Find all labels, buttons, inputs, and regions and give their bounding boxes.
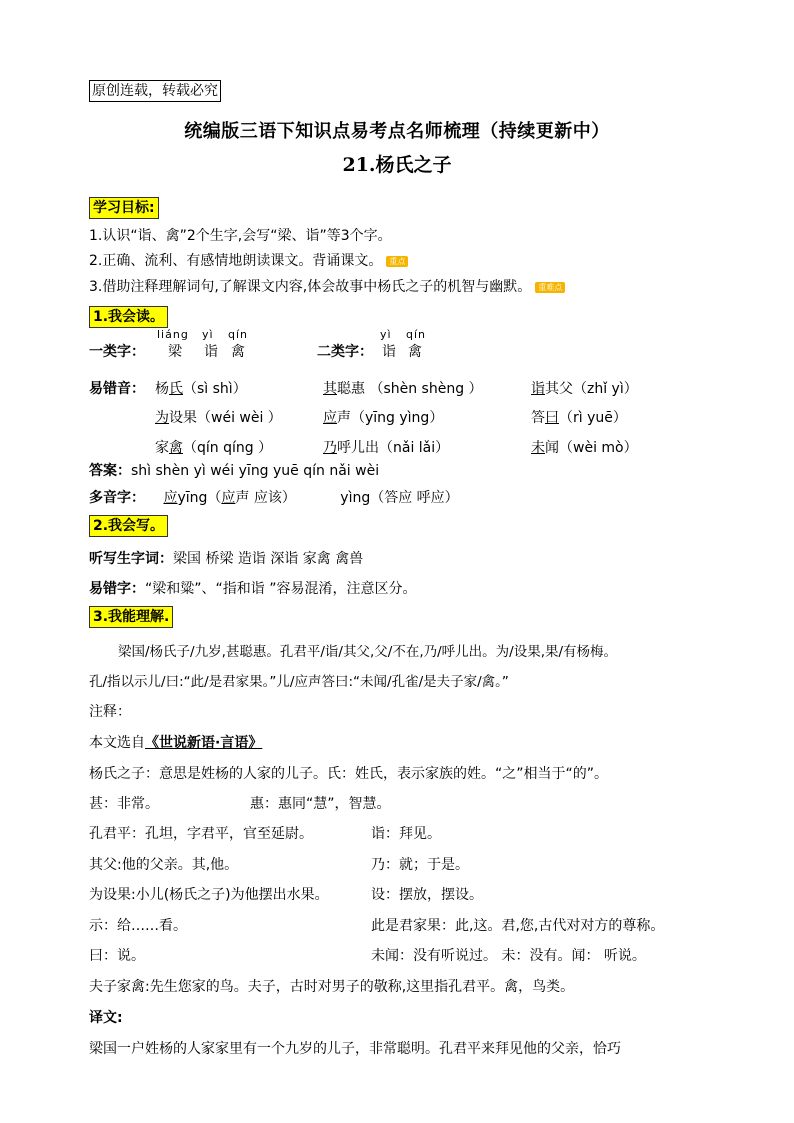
goal-item-2 bbox=[89, 250, 408, 270]
type2-pinyin-1: yì bbox=[380, 328, 392, 341]
page-title: 统编版三语下知识点易考点名师梳理（持续更新中） bbox=[184, 121, 610, 142]
confuse-line: 易错字：“梁和粱”、“指和诣 ”容易混淆，注意区分。 bbox=[89, 581, 417, 597]
polyphone-line: 多音字： 应yīng（应声 应该） yìng（答应 呼应） bbox=[89, 490, 459, 506]
text-line-1: 梁国/杨氏子/九岁,甚聪惠。孔君平/诣/其父,父/不在,乃/呼儿出。为/设果,果/有杨梅。 bbox=[118, 644, 618, 660]
type1-char-2: 诣 bbox=[204, 344, 218, 360]
note-4-right: 设：摆放，摆设。 bbox=[371, 887, 483, 903]
difficult-point-tag: 重难点 bbox=[535, 282, 565, 293]
note-5-right: 此是君家果：此,这。君,您,古代对对方的尊称。 bbox=[371, 918, 665, 934]
copyright-notice: 原创连载，转载必究 bbox=[89, 80, 221, 102]
note-1-left: 甚：非常。 bbox=[89, 796, 159, 812]
source-title: 《世说新语·言语》 bbox=[145, 735, 263, 751]
mistake-1-3: 诣其父（zhǐ yì） bbox=[531, 381, 638, 397]
type1-pinyin-2: yì bbox=[202, 328, 214, 341]
note-6-left: 曰：说。 bbox=[89, 948, 145, 964]
notes-label: 注释： bbox=[89, 704, 131, 720]
note-5-left: 示：给……看。 bbox=[89, 918, 187, 934]
note-2-left: 孔君平：孔坦，字君平，官至延尉。 bbox=[89, 826, 313, 842]
type2-pinyin-2: qín bbox=[406, 328, 427, 341]
mistake-1-1: 杨氏（sì shì） bbox=[155, 381, 247, 397]
type2-label: 二类字： bbox=[317, 344, 373, 360]
mistake-1-2: 其聪惠 （shèn shèng ） bbox=[323, 381, 483, 397]
read-heading: 1.我会读。 bbox=[89, 306, 168, 328]
goal-item-2-text: 2.正确、流利、有感情地朗读课文。背诵课文。 bbox=[89, 253, 383, 269]
type1-char-3: 禽 bbox=[231, 344, 245, 360]
dictation-line: 听写生字词：梁国 桥梁 造诣 深诣 家禽 禽兽 bbox=[89, 551, 364, 567]
note-0-left: 杨氏之子：意思是姓杨的人家的儿子。氏：姓氏，表示家族的姓。“之”相当于“的”。 bbox=[89, 766, 609, 782]
mistake-2-1: 为设果（wéi wèi ） bbox=[155, 410, 282, 426]
mistake-2-2: 应声（yīng yìng） bbox=[323, 410, 444, 426]
lesson-title: 21.杨氏之子 bbox=[342, 154, 452, 176]
note-3-left: 其父:他的父亲。其,他。 bbox=[89, 857, 239, 873]
text-line-2: 孔/指以示儿/曰:“此/是君家果。”儿/应声答曰:“未闻/孔雀/是夫子家/禽。” bbox=[89, 674, 509, 690]
goals-heading: 学习目标: bbox=[89, 197, 159, 219]
mistake-label: 易错音： bbox=[89, 381, 145, 397]
write-heading: 2.我会写。 bbox=[89, 515, 168, 537]
type1-pinyin-3: qín bbox=[228, 328, 249, 341]
translation-label: 译文: bbox=[89, 1010, 123, 1026]
answer-line: 答案：shì shèn yì wéi yīng yuē qín nǎi wèi bbox=[89, 463, 380, 479]
goal-item-1: 1.认识“诣、禽”2个生字,会写“梁、诣”等3个字。 bbox=[89, 228, 392, 244]
type1-pinyin-1: liáng bbox=[157, 328, 189, 341]
mistake-3-3: 未闻（wèi mò） bbox=[531, 440, 638, 456]
mistake-3-1: 家禽（qín qíng ） bbox=[155, 440, 273, 456]
mistake-2-3: 答曰（rì yuē） bbox=[531, 410, 627, 426]
understand-heading: 3.我能理解. bbox=[89, 606, 173, 628]
goal-item-3-text: 3.借助注释理解词句,了解课文内容,体会故事中杨氏之子的机智与幽默。 bbox=[89, 279, 532, 295]
poly-label: 多音字： bbox=[89, 490, 145, 506]
note-1-right: 惠：惠同“慧”，智慧。 bbox=[250, 796, 391, 812]
goal-item-3 bbox=[89, 276, 565, 296]
translation-text: 梁国一户姓杨的人家家里有一个九岁的儿子，非常聪明。孔君平来拜见他的父亲，恰巧 bbox=[89, 1041, 621, 1057]
type2-char-2: 禽 bbox=[408, 344, 422, 360]
mistake-3-2: 乃呼儿出（nǎi lǎi） bbox=[323, 440, 450, 456]
poly-reading-2: yìng（答应 呼应） bbox=[340, 490, 459, 506]
key-point-tag: 重点 bbox=[386, 256, 408, 267]
note-7-left: 夫子家禽:先生您家的鸟。夫子，古时对男子的敬称,这里指孔君平。禽，鸟类。 bbox=[89, 979, 575, 995]
type1-label: 一类字： bbox=[89, 344, 145, 360]
note-3-right: 乃：就；于是。 bbox=[371, 857, 469, 873]
note-4-left: 为设果:小儿(杨氏之子)为他摆出水果。 bbox=[89, 887, 329, 903]
poly-char: 应 bbox=[163, 490, 178, 506]
note-6-right: 未闻：没有听说过。 未：没有。闻： 听说。 bbox=[371, 948, 646, 964]
note-2-right: 诣：拜见。 bbox=[371, 826, 441, 842]
type1-char-1: 梁 bbox=[168, 344, 182, 360]
type2-char-1: 诣 bbox=[382, 344, 396, 360]
source-line: 本文选自《世说新语·言语》 bbox=[89, 735, 263, 751]
